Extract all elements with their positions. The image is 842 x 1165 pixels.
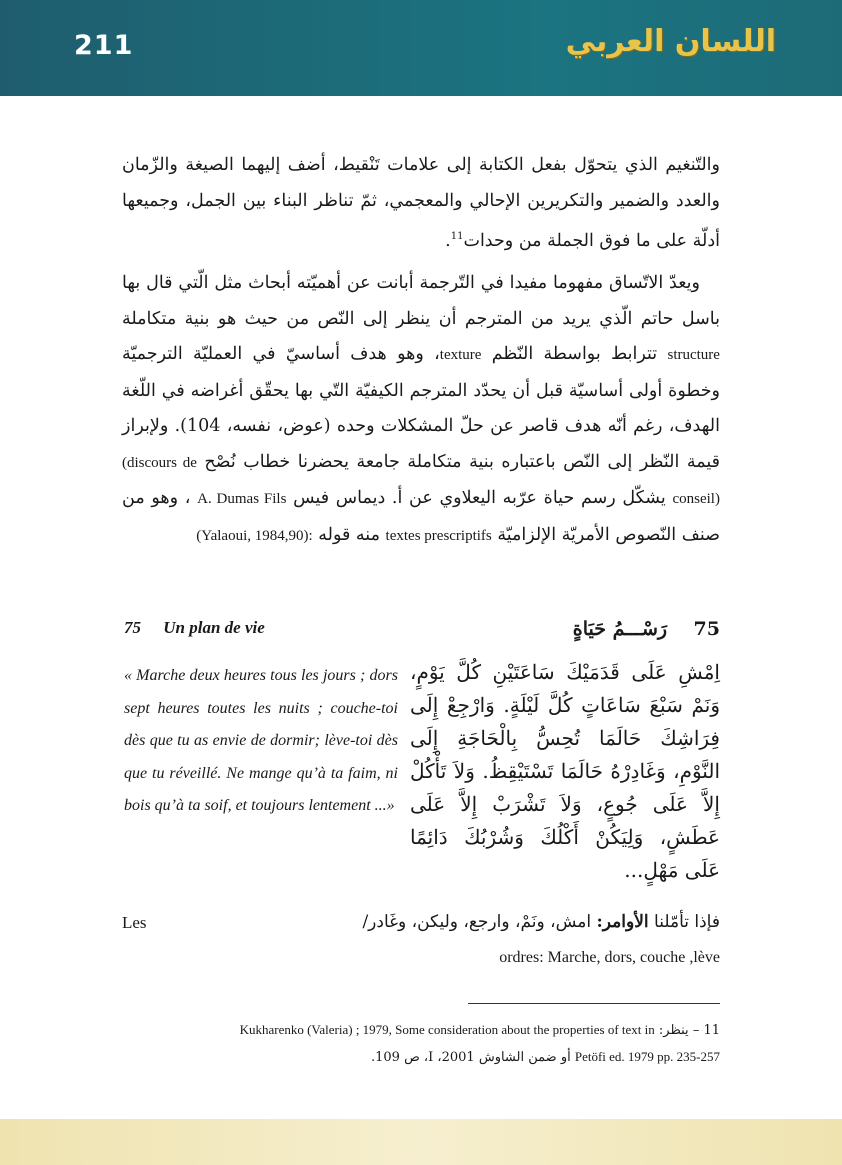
closing-bold-term: الأوامر: <box>596 912 649 932</box>
footnote-ref: 11 <box>450 231 464 242</box>
poem-ar-text: اِمْشِ عَلَى قَدَمَيْكَ سَاعَتَيْنِ كُلَّ يَوْمٍ، وَنَمْ سَبْعَ سَاعَاتٍ كُلَّ لَيْلَةٍ. وَارْجِعْ إِلَى فِرَاشِكَ حَالَمَا تُحِسُّ بِالْحَاجَةِ إِلَى النَّوْمِ، وَغَادِرْهُ حَالَمَا تَسْتَيْقِظُ. وَلاَ تَأْكُلْ إِلاَّ عَلَى جُوعٍ، وَلاَ تَشْرَبْ إِلاَّ عَلَى عَطَشٍ، وَلِيَكُنْ أَكْلُكَ وَشُرْبُكَ دَائِمًا عَلَى مَهْلٍ... <box>410 660 720 882</box>
footnote-number: 11 – <box>692 1023 720 1038</box>
term-texture: texture <box>439 347 482 363</box>
footnote-11: 11 – ينظر: Kukharenko (Valeria) ; 1979, Some consideration about the properties of text in Petöfi ed. 1979 pp. 235-257 أو ضمن الشاوش 2001، I، ص 109. <box>239 1022 720 1065</box>
term-textes-prescriptifs: textes prescriptifs <box>385 527 492 544</box>
journal-logo: اللسان العربي <box>565 24 776 59</box>
paragraph-1-text: والتّنغيم الذي يتحوّل بفعل الكتابة إلى علامات تَنْقيط، أضف إليهما الصيغة والزّمان والعدد والضمير والتكريرين الإحالي والمعجمي، ثمّ تناظر البناء بين الجمل، وجميعها أدلّة على ما فوق الجملة من وحدات <box>122 155 720 251</box>
poem-fr-text: « Marche deux heures tous les jours ; dors sept heures toutes les nuits ; couche-toi dès que tu as envie de dormir; lève-toi dès que tu réveillé. Ne mange qu’à ta faim, ni bois qu’à ta soif, et toujours lentement ...» <box>124 667 398 814</box>
paragraph-2: ويعدّ الاتّساق مفهوما مفيدا في التّرجمة أبانت عن أهميّته أبحاث مثل الّتي قال بها باسل حاتم الّذي يريد من المترجم أن ينظر إلى النّص من حيث هو بنية متكاملة structure تترابط بواسطة النّظم texture، وهو هدف أساسيّ في العمليّة الترجميّة وخطوة أولى أساسيّة قبل أن يحدّد المترجم الكيفيّة التّي بها يحقّق أغراضه في اللّغة الهدف، رغم أنّه هدف قاصر عن حلّ المشكلات وحده (عوض، نفسه، 104). ولإبراز قيمة النّظر إلى النّص باعتباره بنية متكاملة جامعة يحضرنا خطاب نُصْح (discours de conseil) يشكّل رسم حياة عرّبه اليعلاوي عن أ. ديماس فيس A. Dumas Fils ، وهو من صنف النّصوص الأمريّة الإلزاميّة textes prescriptifs منه قوله (Yalaoui, 1984,90): <box>122 273 721 545</box>
page-number: 211 <box>74 30 134 61</box>
poem-ar-title: رَسْـــمُ حَيَاةٍ <box>572 618 668 640</box>
term-discours-de-conseil: (discours de conseil) <box>122 454 720 507</box>
footnote-reference: Kukharenko (Valeria) ; 1979, Some consideration about the properties of text in <box>239 1022 655 1037</box>
term-structure: structure <box>667 347 720 363</box>
citation: (Yalaoui, 1984,90): <box>196 527 313 544</box>
closing-les: Les <box>122 913 147 932</box>
closing-paragraph <box>122 905 720 975</box>
footnote-divider <box>468 1003 720 1004</box>
poem-ar-number: 75 <box>693 618 720 640</box>
closing-arabic-line: Les فإذا تأمّلنا الأوامر: امش، ونَمْ، وارجع، وليكن، وغَادر/ <box>122 905 720 940</box>
poem-fr-number: 75 <box>124 618 141 637</box>
poem-fr-title: Un plan de vie <box>163 618 265 637</box>
closing-french-line: ordres: Marche, dors, couche ,lève <box>499 949 720 966</box>
poem-fr-heading <box>124 618 265 638</box>
poem-ar-heading <box>573 618 720 640</box>
term-author: A. Dumas Fils <box>197 491 287 507</box>
page-footer-band <box>0 1119 842 1165</box>
page-header <box>0 0 842 96</box>
paragraph-1: والتّنغيم الذي يتحوّل بفعل الكتابة إلى علامات تَنْقيط، أضف إليهما الصيغة والزّمان والعدد والضمير والتكريرين الإحالي والمعجمي، ثمّ تناظر البناء بين الجمل، وجميعها أدلّة على ما فوق الجملة من وحدات$^{11}$. <box>122 155 720 251</box>
